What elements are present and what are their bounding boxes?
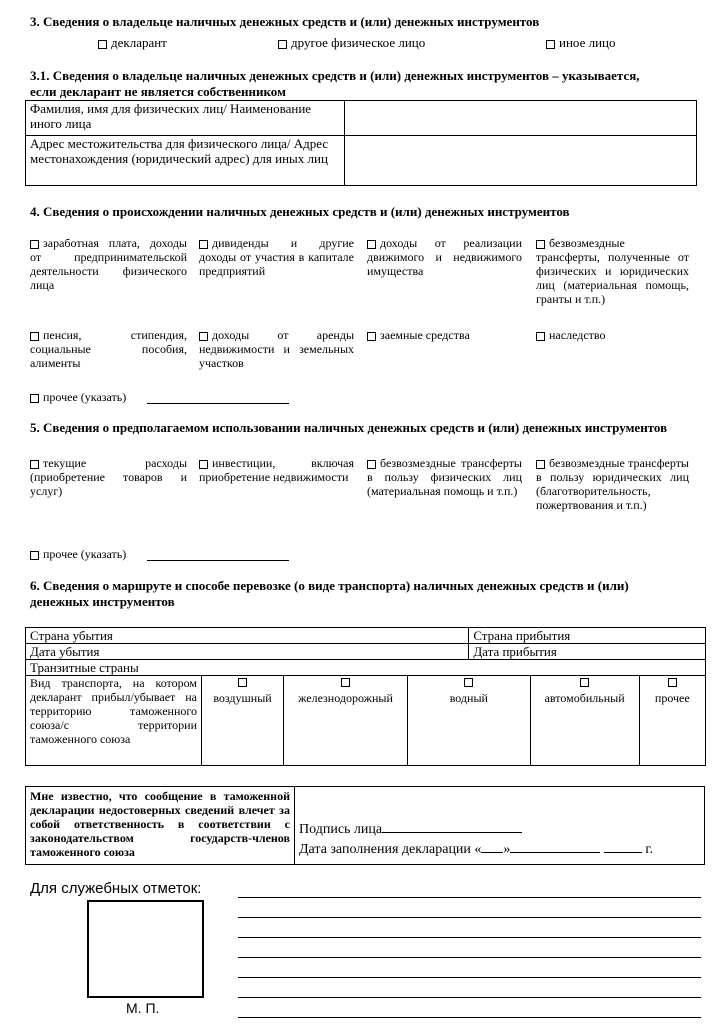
- option-other-entity[interactable]: иное лицо: [546, 36, 616, 50]
- date-day-field[interactable]: [481, 840, 503, 853]
- use-other-field[interactable]: [147, 560, 289, 561]
- option-other-person[interactable]: другое физическое лицо: [278, 36, 425, 50]
- origin-inheritance[interactable]: наследство: [536, 328, 689, 342]
- use-current-expenses[interactable]: текущие расходы (приобретение товаров и услуг): [30, 456, 187, 498]
- section-5-title: 5. Сведения о предполагаемом использовании наличных денежных средств и (или) денежных инструментов: [30, 420, 668, 435]
- origin-rent[interactable]: доходы от аренды недвижимости и земельных участков: [199, 328, 354, 370]
- service-marks-title: Для служебных отметок:: [30, 880, 202, 897]
- origin-dividends[interactable]: дивиденды и другие доходы от участия в капитале предприятий: [199, 236, 354, 278]
- service-line[interactable]: [238, 957, 701, 958]
- use-transfers-legal[interactable]: безвозмездные трансферты в пользу юридических лиц (благотворительность, пожертвования и т.п.): [536, 456, 689, 512]
- checkbox-icon: [367, 240, 376, 249]
- stamp-box: [87, 900, 204, 998]
- arrival-date-cell[interactable]: Дата прибытия: [469, 644, 706, 660]
- transit-countries-cell[interactable]: Транзитные страны: [26, 660, 706, 676]
- mode-air[interactable]: воздушный: [202, 676, 284, 766]
- owner-address-label: Адрес местожительства для физического лица/ Адрес местонахождения (юридический адрес) для иных лиц: [26, 136, 345, 186]
- signature-field[interactable]: [382, 820, 522, 833]
- checkbox-icon: [30, 394, 39, 403]
- checkbox-icon: [30, 332, 39, 341]
- owner-name-label: Фамилия, имя для физических лиц/ Наименование иного лица: [26, 101, 345, 136]
- owner-table: [25, 100, 697, 186]
- checkbox-icon: [199, 240, 208, 249]
- origin-other-field[interactable]: [147, 403, 289, 404]
- signature-area: [295, 787, 705, 865]
- departure-country-cell[interactable]: Страна убытия: [26, 628, 469, 644]
- checkbox-icon: [199, 460, 208, 469]
- route-table: [25, 627, 706, 766]
- checkbox-icon: [341, 678, 350, 687]
- use-transfers-individuals[interactable]: безвозмездные трансферты в пользу физических лиц (материальная помощь и т.п.): [367, 456, 522, 498]
- use-investments[interactable]: инвестиции, включая приобретение недвижимости: [199, 456, 354, 484]
- checkbox-icon: [546, 40, 555, 49]
- checkbox-icon: [536, 460, 545, 469]
- checkbox-icon: [199, 332, 208, 341]
- date-year-field[interactable]: [604, 840, 642, 853]
- mode-rail[interactable]: железнодорожный: [284, 676, 408, 766]
- checkbox-icon: [98, 40, 107, 49]
- origin-property-sale[interactable]: доходы от реализации движимого и недвижимого имущества: [367, 236, 522, 278]
- service-line[interactable]: [238, 897, 701, 898]
- service-line[interactable]: [238, 1017, 701, 1018]
- origin-other[interactable]: прочее (указать): [30, 390, 126, 404]
- service-line[interactable]: [238, 997, 701, 998]
- checkbox-icon: [30, 551, 39, 560]
- section-31-title: 3.1. Сведения о владельце наличных денежных средств и (или) денежных инструментов – указывается, если декларант не является собственником: [30, 68, 640, 99]
- mode-other[interactable]: прочее: [639, 676, 705, 766]
- service-line[interactable]: [238, 937, 701, 938]
- mode-auto[interactable]: автомобильный: [530, 676, 639, 766]
- origin-salary[interactable]: заработная плата, доходы от предпринимательской деятельности физического лица: [30, 236, 187, 292]
- departure-date-cell[interactable]: Дата убытия: [26, 644, 469, 660]
- stamp-label: М. П.: [126, 1000, 160, 1016]
- origin-pension[interactable]: пенсия, стипендия, социальные пособия, алименты: [30, 328, 187, 370]
- checkbox-icon: [367, 332, 376, 341]
- checkbox-icon: [367, 460, 376, 469]
- fill-date-row: Дата заполнения декларации « » г.: [299, 842, 654, 857]
- signature-row: Подпись лица: [299, 820, 700, 840]
- checkbox-icon: [30, 240, 39, 249]
- checkbox-icon: [238, 678, 247, 687]
- declaration-statement: Мне известно, что сообщение в таможенной декларации недостоверных сведений влечет за собой ответственность в соответствии с законодательством государств-членов таможенного союза: [26, 787, 295, 865]
- mode-water[interactable]: водный: [408, 676, 531, 766]
- arrival-country-cell[interactable]: Страна прибытия: [469, 628, 706, 644]
- checkbox-icon: [536, 240, 545, 249]
- service-line[interactable]: [238, 917, 701, 918]
- service-line[interactable]: [238, 977, 701, 978]
- date-month-field[interactable]: [510, 840, 600, 853]
- checkbox-icon: [536, 332, 545, 341]
- transport-label: Вид транспорта, на котором декларант прибыл/убывает на территорию таможенного союза/с территории таможенного союза: [26, 676, 202, 766]
- owner-address-field[interactable]: [345, 136, 697, 186]
- checkbox-icon: [464, 678, 473, 687]
- section-3-title: 3. Сведения о владельце наличных денежных средств и (или) денежных инструментов: [30, 14, 540, 29]
- origin-transfers[interactable]: безвозмездные трансферты, полученные от физических и юридических лиц (материальная помощь, гранты и т.п.): [536, 236, 689, 306]
- use-other[interactable]: прочее (указать): [30, 547, 126, 561]
- origin-loans[interactable]: заемные средства: [367, 328, 522, 342]
- declaration-table: [25, 786, 705, 865]
- checkbox-icon: [30, 460, 39, 469]
- section-4-title: 4. Сведения о происхождении наличных денежных средств и (или) денежных инструментов: [30, 204, 570, 219]
- option-declarant[interactable]: декларант: [98, 36, 167, 50]
- checkbox-icon: [580, 678, 589, 687]
- checkbox-icon: [668, 678, 677, 687]
- owner-name-field[interactable]: [345, 101, 697, 136]
- checkbox-icon: [278, 40, 287, 49]
- section-6-title: 6. Сведения о маршруте и способе перевозке (о виде транспорта) наличных денежных средств и (или) денежных инструментов: [30, 578, 629, 609]
